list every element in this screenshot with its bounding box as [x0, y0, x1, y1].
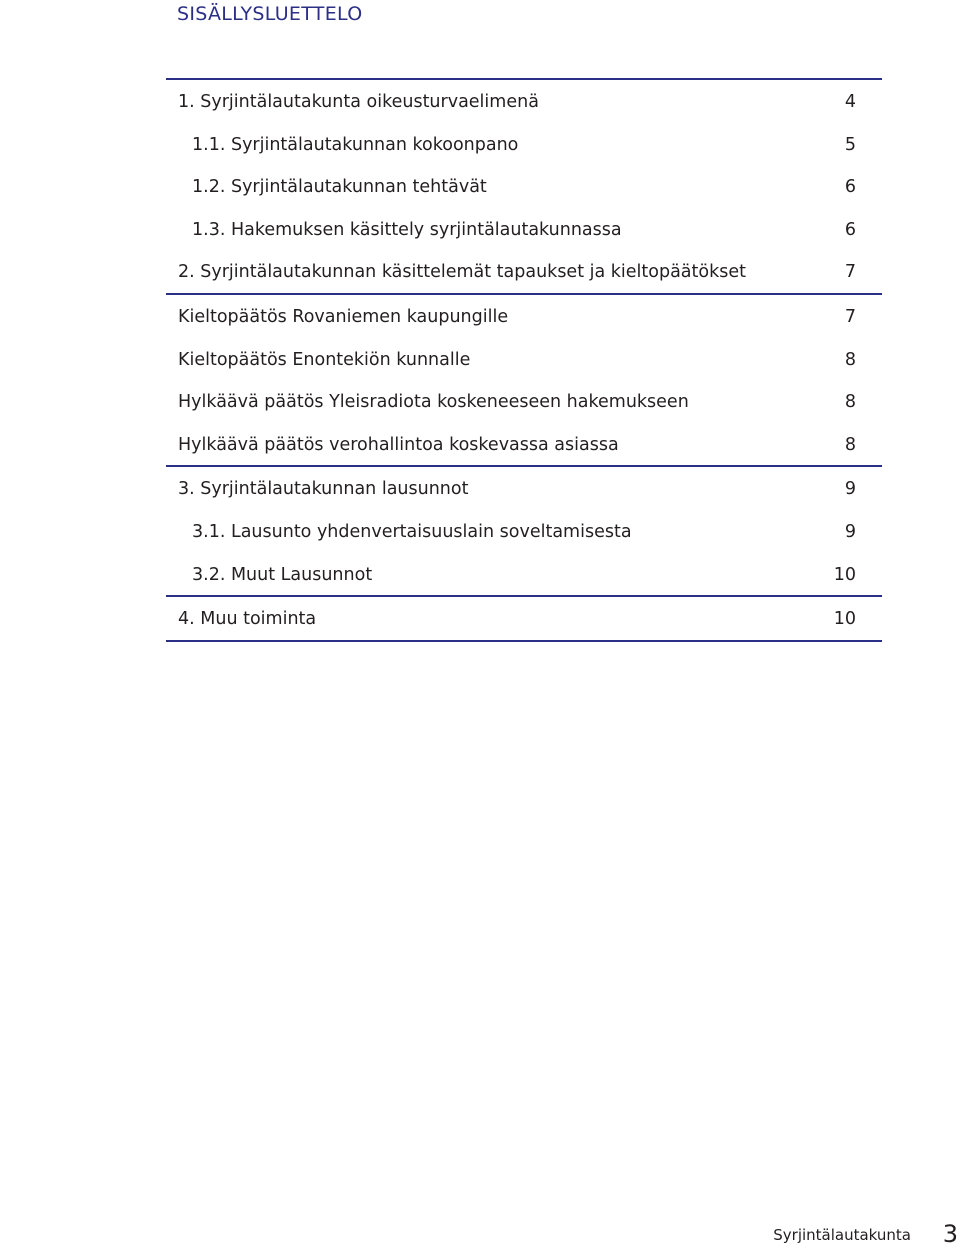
toc-entry-2-rovaniemi[interactable]: [166, 295, 882, 338]
toc-entry-title: 3.1. Lausunto yhdenvertaisuuslain soveltamisesta: [192, 521, 632, 542]
toc-entry-1-1[interactable]: [166, 123, 882, 166]
footer-publication-name: Syrjintälautakunta: [773, 1226, 911, 1244]
toc-entry-page: 10: [833, 609, 856, 630]
footer-page-number: 3: [942, 1220, 958, 1248]
toc-entry-page: 8: [844, 349, 856, 370]
toc-entry-3[interactable]: [166, 467, 882, 510]
toc-entry-title: 2. Syrjintälautakunnan käsittelemät tapaukset ja kieltopäätökset: [178, 262, 746, 283]
toc-entry-2-verohallinto[interactable]: [166, 423, 882, 468]
toc-entry-page: 5: [844, 134, 856, 155]
toc-entry-title: 1.1. Syrjintälautakunnan kokoonpano: [192, 134, 519, 155]
table-of-contents: [166, 78, 882, 642]
toc-entry-title: 3.2. Muut Lausunnot: [192, 564, 373, 585]
toc-entry-title: 1.3. Hakemuksen käsittely syrjintälautakunnassa: [192, 219, 622, 240]
toc-entry-1[interactable]: [166, 78, 882, 123]
toc-entry-title: Kieltopäätös Enontekiön kunnalle: [178, 349, 471, 370]
toc-entry-title: Hylkäävä päätös Yleisradiota koskeneeseen hakemukseen: [178, 392, 689, 413]
toc-entry-1-2[interactable]: [166, 165, 882, 208]
toc-entry-2-yleisradio[interactable]: [166, 380, 882, 423]
toc-entry-page: 4: [844, 92, 856, 112]
page-title: SISÄLLYSLUETTELO: [177, 3, 363, 25]
toc-entry-page: 6: [844, 177, 856, 198]
toc-entry-page: 6: [844, 219, 856, 240]
toc-entry-3-1[interactable]: [166, 510, 882, 553]
toc-entry-page: 8: [844, 392, 856, 413]
toc-entry-page: 9: [844, 521, 856, 542]
toc-entry-title: 4. Muu toiminta: [178, 609, 317, 630]
toc-entry-3-2[interactable]: [166, 553, 882, 598]
toc-entry-page: 7: [844, 306, 856, 327]
toc-entry-title: 1.2. Syrjintälautakunnan tehtävät: [192, 177, 487, 198]
toc-entry-page: 8: [844, 434, 856, 455]
toc-entry-1-3[interactable]: [166, 208, 882, 251]
toc-entry-2-enontekio[interactable]: [166, 338, 882, 381]
toc-entry-title: Kieltopäätös Rovaniemen kaupungille: [178, 306, 509, 327]
toc-entry-2[interactable]: [166, 250, 882, 295]
toc-entry-4[interactable]: [166, 597, 882, 642]
toc-entry-page: 7: [844, 262, 856, 283]
toc-entry-title: Hylkäävä päätös verohallintoa koskevassa asiassa: [178, 434, 619, 455]
toc-entry-title: 3. Syrjintälautakunnan lausunnot: [178, 479, 469, 500]
toc-entry-title: 1. Syrjintälautakunta oikeusturvaelimenä: [178, 92, 539, 112]
toc-entry-page: 9: [844, 479, 856, 500]
toc-entry-page: 10: [833, 564, 856, 585]
